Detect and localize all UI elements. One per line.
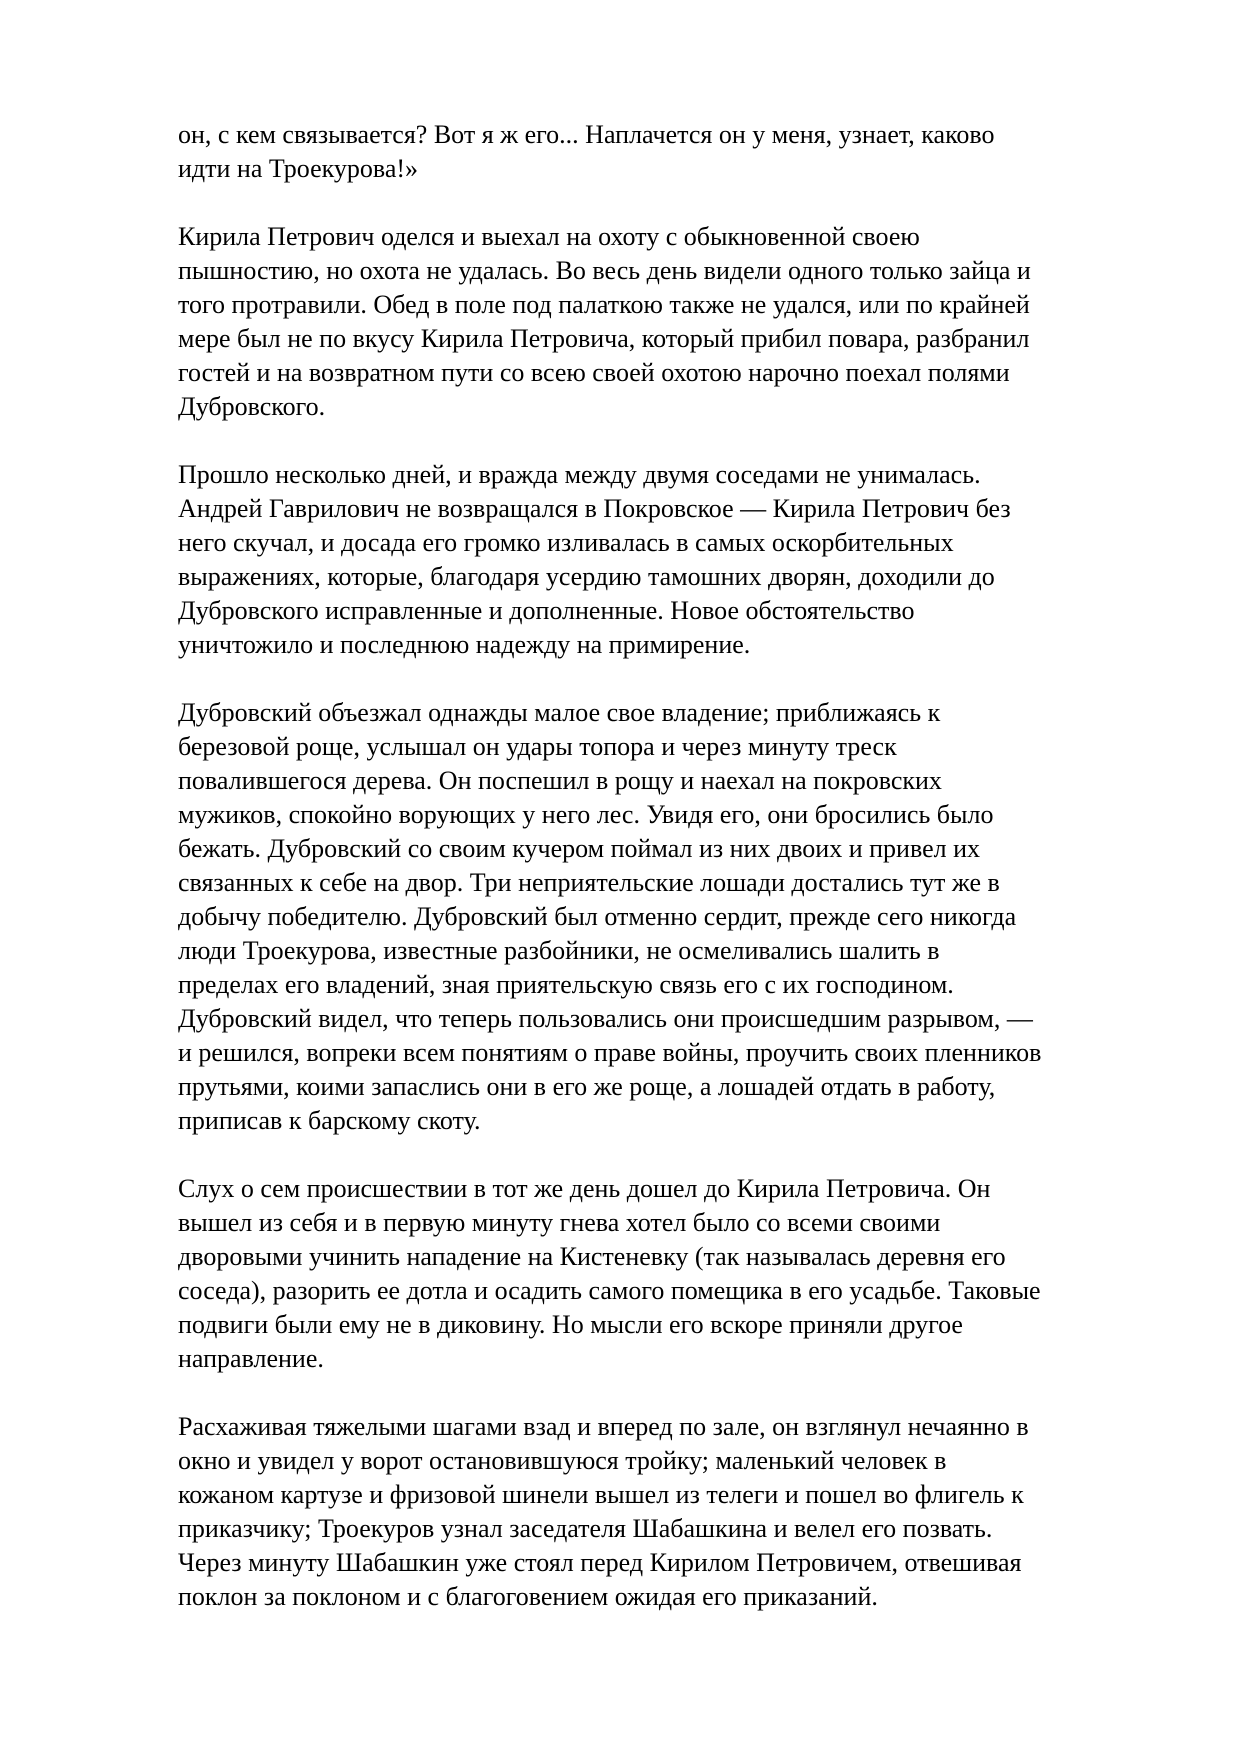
text-line: повалившегося дерева. Он поспешил в рощу и наехал на покровских <box>178 766 942 795</box>
paragraph-2 <box>178 220 1158 424</box>
text-line: приказчику; Троекуров узнал заседателя Шабашкина и велел его позвать. <box>178 1514 993 1543</box>
text-line: него скучал, и досада его громко изливалась в самых оскорбительных <box>178 528 954 557</box>
paragraph-5 <box>178 1172 1158 1376</box>
text-line: кожаном картузе и фризовой шинели вышел из телеги и пошел во флигель к <box>178 1480 1024 1509</box>
text-line: березовой роще, услышал он удары топора и через минуту треск <box>178 732 897 761</box>
text-line: идти на Троекурова!» <box>178 154 419 183</box>
text-line: подвиги были ему не в диковину. Но мысли его вскоре приняли другое <box>178 1310 963 1339</box>
text-line: соседа), разорить ее дотла и осадить самого помещика в его усадьбе. Таковые <box>178 1276 1041 1305</box>
text-line: Кирила Петрович оделся и выехал на охоту с обыкновенной своею <box>178 222 920 251</box>
text-line: люди Троекурова, известные разбойники, не осмеливались шалить в <box>178 936 940 965</box>
text-line: бежать. Дубровский со своим кучером поймал из них двоих и привел их <box>178 834 981 863</box>
text-line: Расхаживая тяжелыми шагами взад и вперед по зале, он взглянул нечаянно в <box>178 1412 1029 1441</box>
text-line: Андрей Гаврилович не возвращался в Покровское — Кирила Петрович без <box>178 494 1011 523</box>
text-line: пределах его владений, зная приятельскую связь его с их господином. <box>178 970 954 999</box>
text-line: того протравили. Обед в поле под палаткою также не удался, или по крайней <box>178 290 1030 319</box>
paragraph-1 <box>178 118 1158 186</box>
text-line: добычу победителю. Дубровский был отменно сердит, прежде сего никогда <box>178 902 1017 931</box>
text-line: Слух о сем происшествии в тот же день дошел до Кирила Петровича. Он <box>178 1174 991 1203</box>
text-line: он, с кем связывается? Вот я ж его... Наплачется он у меня, узнает, каково <box>178 120 995 149</box>
paragraph-6 <box>178 1410 1158 1614</box>
text-line: Дубровский видел, что теперь пользовались они происшедшим разрывом, — <box>178 1004 1033 1033</box>
text-line: направление. <box>178 1344 324 1373</box>
text-line: прутьями, коими запаслись они в его же роще, а лошадей отдать в работу, <box>178 1072 996 1101</box>
text-line: мере был не по вкусу Кирила Петровича, который прибил повара, разбранил <box>178 324 1030 353</box>
text-line: связанных к себе на двор. Три неприятельские лошади достались тут же в <box>178 868 1000 897</box>
text-line: гостей и на возвратном пути со всею своей охотою нарочно поехал полями <box>178 358 1010 387</box>
text-line: Дубровского. <box>178 392 326 421</box>
text-line: вышел из себя и в первую минуту гнева хотел было со всеми своими <box>178 1208 941 1237</box>
paragraph-4 <box>178 696 1158 1138</box>
text-line: Через минуту Шабашкин уже стоял перед Кирилом Петровичем, отвешивая <box>178 1548 1022 1577</box>
text-line: выражениях, которые, благодаря усердию тамошних дворян, доходили до <box>178 562 995 591</box>
text-line: мужиков, спокойно ворующих у него лес. Увидя его, они бросились было <box>178 800 994 829</box>
text-line: уничтожило и последнюю надежду на примирение. <box>178 630 751 659</box>
text-line: приписав к барскому скоту. <box>178 1106 481 1135</box>
text-line: окно и увидел у ворот остановившуюся тройку; маленький человек в <box>178 1446 947 1475</box>
document-body <box>178 118 1158 1614</box>
text-line: поклон за поклоном и с благоговением ожидая его приказаний. <box>178 1582 878 1611</box>
text-line: дворовыми учинить нападение на Кистеневку (так называлась деревня его <box>178 1242 1006 1271</box>
text-line: Прошло несколько дней, и вражда между двумя соседами не унималась. <box>178 460 981 489</box>
text-line: Дубровского исправленные и дополненные. Новое обстоятельство <box>178 596 915 625</box>
text-line: и решился, вопреки всем понятиям о праве войны, проучить своих пленников <box>178 1038 1042 1067</box>
text-line: пышностию, но охота не удалась. Во весь день видели одного только зайца и <box>178 256 1031 285</box>
paragraph-3 <box>178 458 1158 662</box>
text-line: Дубровский объезжал однажды малое свое владение; приближаясь к <box>178 698 941 727</box>
